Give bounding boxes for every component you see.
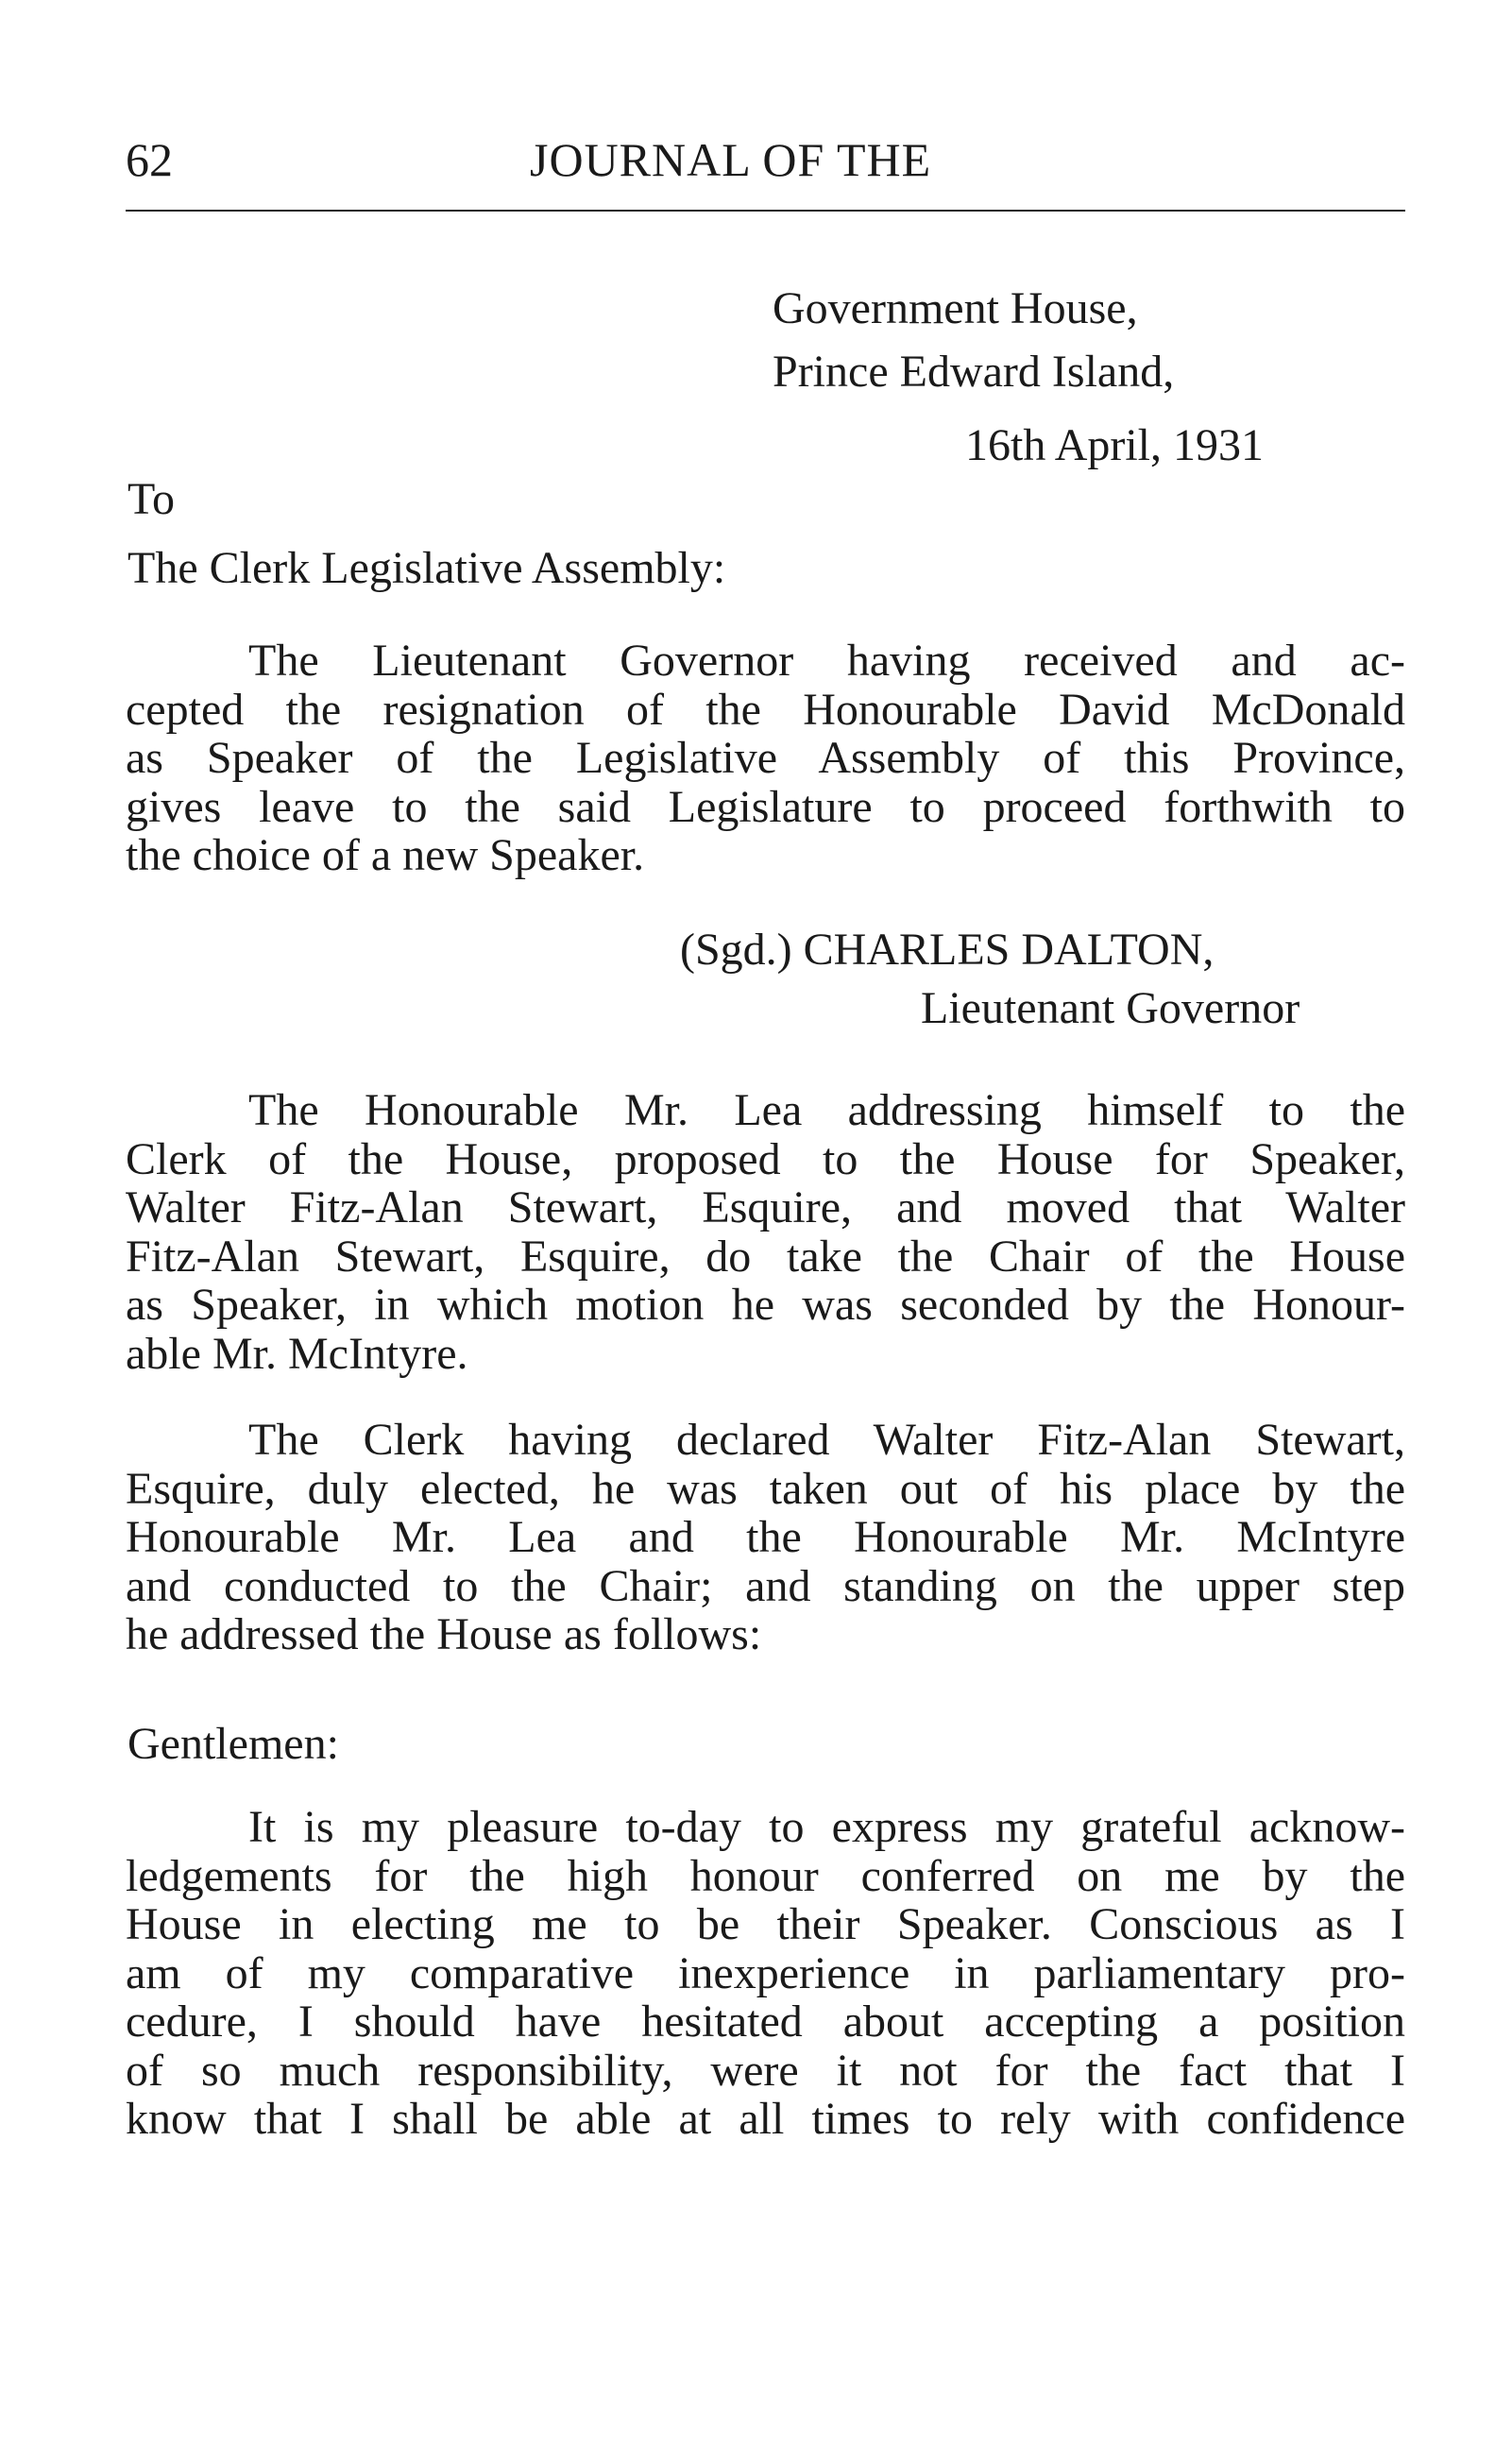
page-header xyxy=(126,132,1405,198)
letter-to: To xyxy=(127,474,175,524)
letter-body-line: cepted the resignation of the Honourable David McDonald xyxy=(126,685,1405,734)
letter-date: 16th April, 1931 xyxy=(965,420,1265,470)
paragraph-1 xyxy=(126,1086,1405,1378)
page-number: 62 xyxy=(126,133,173,186)
signatory-title: Lieutenant Governor xyxy=(921,983,1300,1033)
paragraph-line: Fitz-Alan Stewart, Esquire, do take the Chair of the House xyxy=(126,1232,1405,1281)
paragraph-line: and conducted to the Chair; and standing on the upper step xyxy=(126,1561,1405,1610)
paragraph-line: am of my comparative inexperience in parliamentary pro- xyxy=(126,1948,1405,1997)
paragraph-line: of so much responsibility, were it not for the fact that I xyxy=(126,2046,1405,2095)
paragraph-line: ledgements for the high honour conferred on me by the xyxy=(126,1851,1405,1900)
address-line-2: Prince Edward Island, xyxy=(773,347,1175,397)
paragraph-line: Esquire, duly elected, he was taken out of his place by the xyxy=(126,1464,1405,1513)
letter-body xyxy=(126,637,1405,880)
paragraph-line: able Mr. McIntyre. xyxy=(126,1329,468,1378)
paragraph-line: It is my pleasure to-day to express my grateful acknow- xyxy=(248,1803,1405,1852)
paragraph-2 xyxy=(126,1416,1405,1659)
paragraph-line: House in electing me to be their Speaker. Conscious as I xyxy=(126,1900,1405,1949)
paragraph-line: Honourable Mr. Lea and the Honourable Mr. McIntyre xyxy=(126,1513,1405,1562)
signature: (Sgd.) CHARLES DALTON, xyxy=(680,925,1215,975)
salutation: Gentlemen: xyxy=(127,1719,339,1769)
running-head: JOURNAL OF THE xyxy=(530,133,932,186)
paragraph-line: The Clerk having declared Walter Fitz-Alan Stewart, xyxy=(248,1416,1405,1465)
letter-body-line: The Lieutenant Governor having received and ac- xyxy=(248,637,1405,686)
paragraph-line: Walter Fitz-Alan Stewart, Esquire, and moved that Walter xyxy=(126,1183,1405,1232)
letter-body-line: the choice of a new Speaker. xyxy=(126,831,645,880)
paragraph-line: know that I shall be able at all times to rely with confidence xyxy=(126,2095,1405,2144)
letter-body-line: as Speaker of the Legislative Assembly of this Province, xyxy=(126,734,1405,783)
letter-body-line: gives leave to the said Legislature to proceed forthwith to xyxy=(126,782,1405,831)
header-rule xyxy=(126,210,1405,212)
paragraph-line: as Speaker, in which motion he was seconded by the Honour- xyxy=(126,1281,1405,1330)
letter-recipient: The Clerk Legislative Assembly: xyxy=(127,543,726,593)
paragraph-line: Clerk of the House, proposed to the House for Speaker, xyxy=(126,1134,1405,1183)
address-line-1: Government House, xyxy=(773,283,1138,333)
paragraph-line: he addressed the House as follows: xyxy=(126,1610,762,1659)
paragraph-line: The Honourable Mr. Lea addressing himself to the xyxy=(248,1086,1405,1135)
paragraph-line: cedure, I should have hesitated about accepting a position xyxy=(126,1997,1405,2047)
paragraph-3 xyxy=(126,1803,1405,2144)
